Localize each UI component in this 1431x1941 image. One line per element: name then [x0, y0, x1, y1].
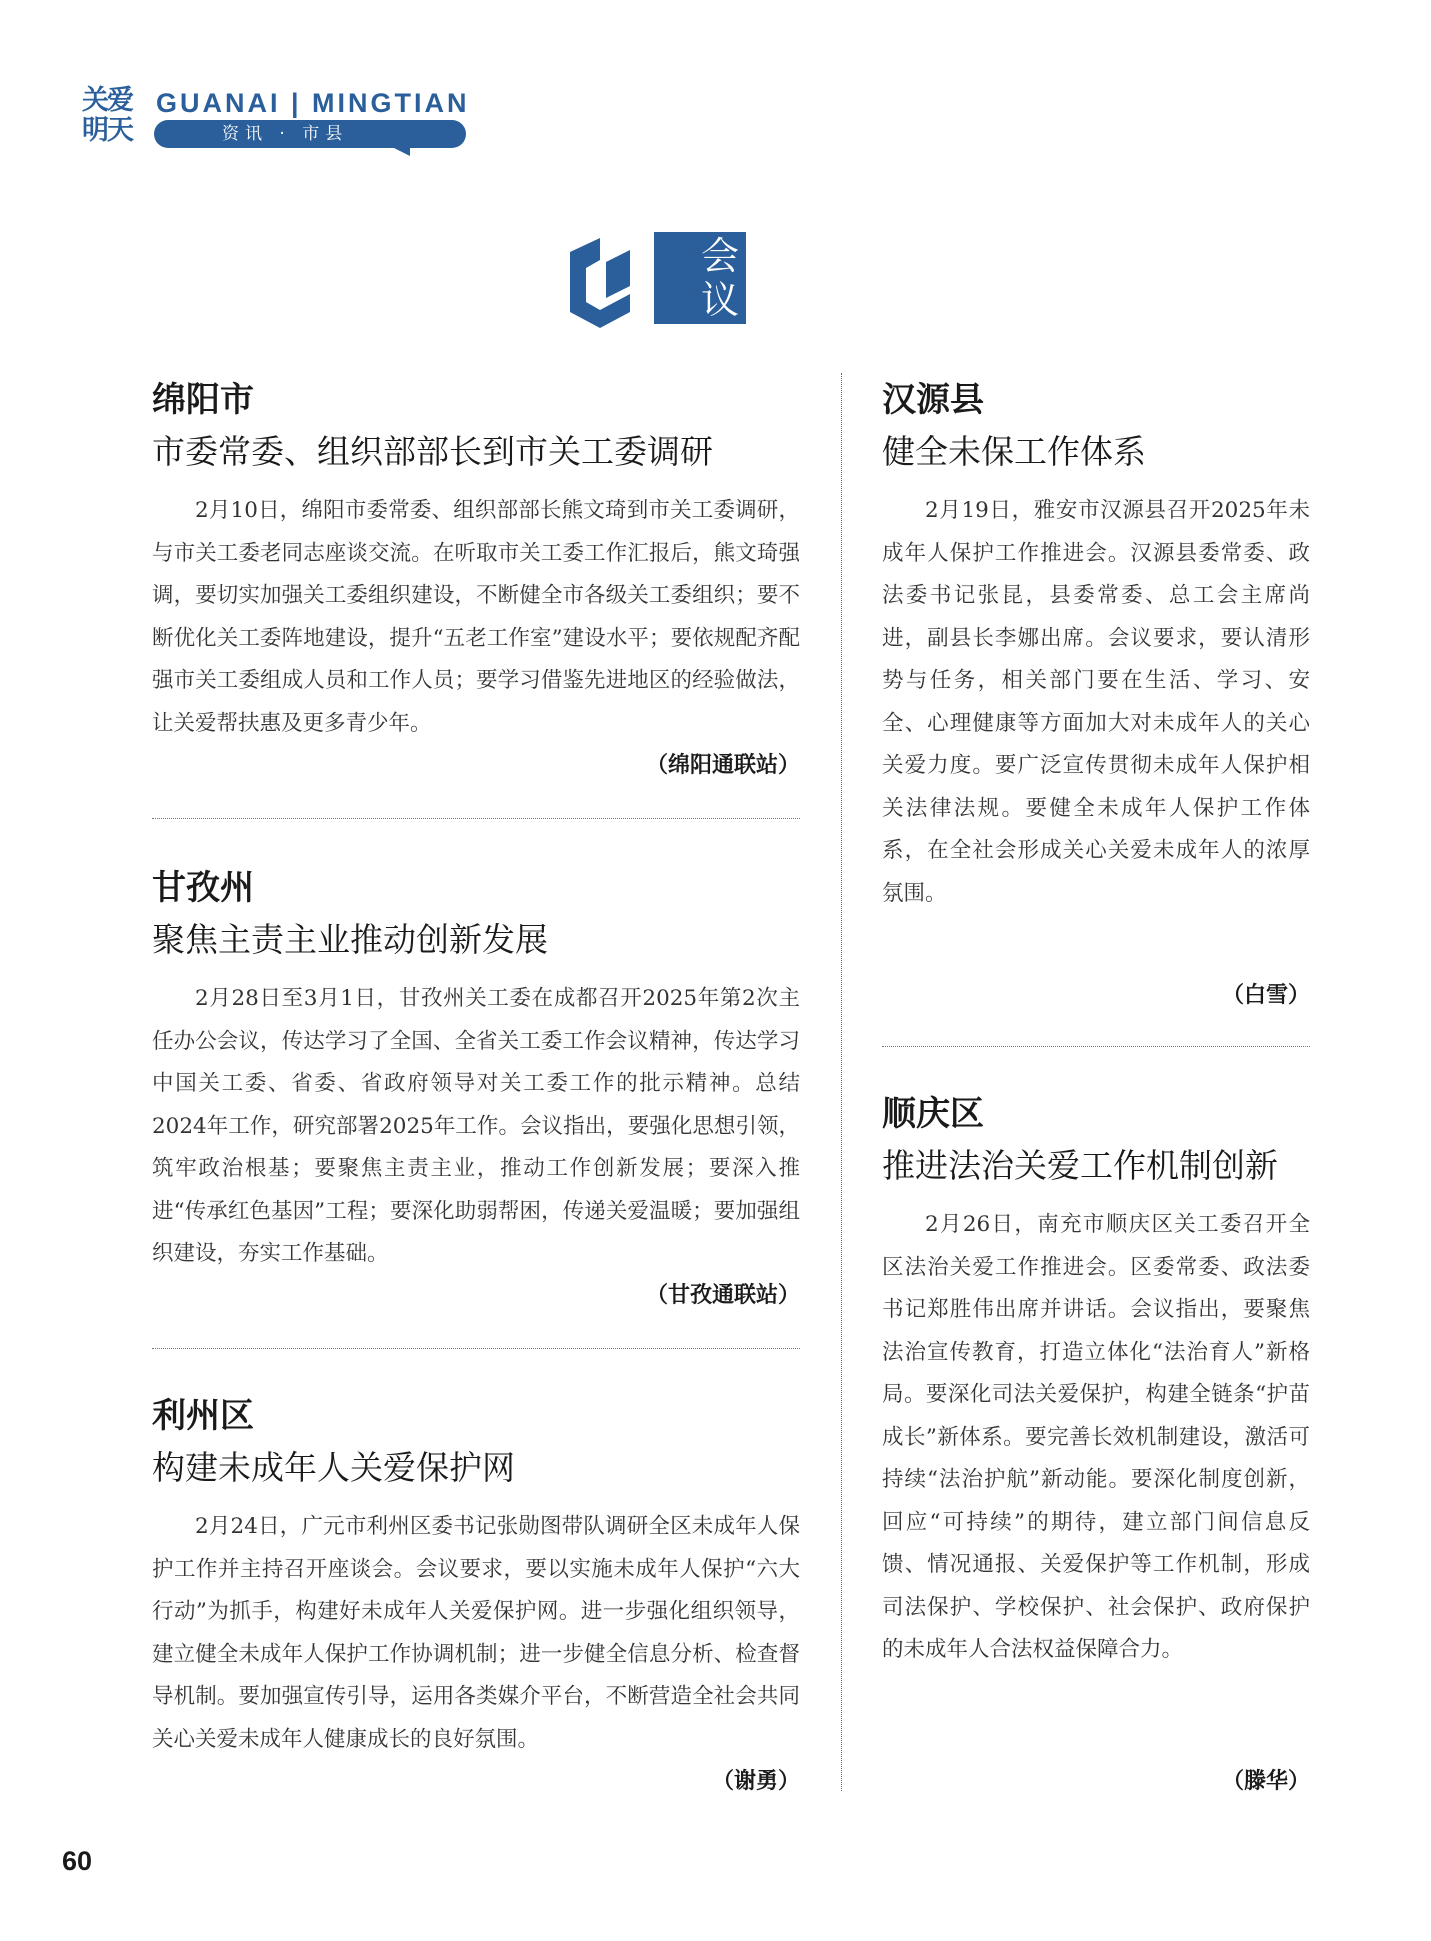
badge-box: [654, 232, 746, 324]
logo-chinese: [82, 86, 142, 146]
article-headline: 构建未成年人关爱保护网: [152, 1448, 515, 1487]
logo-english: GUANAI | MINGTIAN: [156, 88, 470, 118]
article-place: 利州区: [152, 1396, 254, 1436]
article-source: （甘孜通联站）: [645, 1283, 800, 1308]
article-separator: [882, 1046, 1310, 1047]
logo-cn-top: 关爱: [82, 85, 132, 116]
article-separator: [152, 1348, 800, 1349]
article-body: 2月24日，广元市利州区委书记张勋图带队调研全区未成年人保护工作并主持召开座谈会。会议要求，要以实施未成年人保护“六大行动”为抓手，构建好未成年人关爱保护网。进一步强化组织领导，建立健全未成年人保护工作协调机制；进一步健全信息分析、检查督导机制。要加强宣传引导，运用各类媒介平台，不断营造全社会共同关心关爱未成年人健康成长的良好氛围。: [152, 1514, 800, 1752]
article-body: 2月28日至3月1日，甘孜州关工委在成都召开2025年第2次主任办公会议，传达学习了全国、全省关工委工作会议精神，传达学习中国关工委、省委、省政府领导对关工委工作的批示精神。总结2024年工作，研究部署2025年工作。会议指出，要强化思想引领，筑牢政治根基；要聚焦主责主业，推动工作创新发展；要深入推进“传承红色基因”工程；要深化助弱帮困，传递关爱温暖；要加强组织建设，夯实工作基础。: [152, 986, 800, 1266]
article-source: （白雪）: [1221, 983, 1310, 1008]
page-number: 60: [62, 1846, 93, 1876]
article-source: （绵阳通联站）: [645, 753, 800, 778]
article-headline: 聚焦主责主业推动创新发展: [152, 920, 548, 959]
column-divider: [841, 373, 842, 1791]
article-place: 顺庆区: [882, 1094, 984, 1134]
article-body: 2月19日，雅安市汉源县召开2025年未成年人保护工作推进会。汉源县委常委、政法委书记张昆，县委常委、总工会主席尚进，副县长李娜出席。会议要求，要认清形势与任务，相关部门要在生活、学习、安全、心理健康等方面加大对未成年人的关心关爱力度。要广泛宣传贯彻未成年人保护相关法律法规。要健全未成年人保护工作体系，在全社会形成关心关爱未成年人的浓厚氛围。: [882, 498, 1310, 906]
article-headline: 推进法治关爱工作机制创新: [882, 1146, 1278, 1185]
section-tag: 资讯 · 市县: [154, 120, 466, 148]
article-place: 汉源县: [882, 380, 984, 420]
article-source: （谢勇）: [711, 1769, 800, 1794]
meeting-logo-icon: [560, 238, 640, 328]
article-body: 2月26日，南充市顺庆区关工委召开全区法治关爱工作推进会。区委常委、政法委书记郑胜伟出席并讲话。会议指出，要聚焦法治宣传教育，打造立体化“法治育人”新格局。要深化司法关爱保护，构建全链条“护苗成长”新体系。要完善长效机制建设，激活可持续“法治护航”新动能。要深化制度创新，回应“可持续”的期待，建立部门间信息反馈、情况通报、关爱保护等工作机制，形成司法保护、学校保护、社会保护、政府保护的未成年人合法权益保障合力。: [882, 1212, 1310, 1662]
article-headline: 健全未保工作体系: [882, 432, 1146, 471]
section-badge: [560, 232, 760, 328]
badge-title: 会议: [700, 234, 739, 322]
magazine-logo: [82, 85, 470, 156]
logo-cn-bottom: 明天: [82, 115, 132, 146]
article-source: （滕华）: [1221, 1769, 1310, 1794]
article-place: 甘孜州: [152, 868, 254, 908]
article-place: 绵阳市: [152, 380, 254, 420]
article-separator: [152, 818, 800, 819]
article-body: 2月10日，绵阳市委常委、组织部部长熊文琦到市关工委调研，与市关工委老同志座谈交流。在听取市关工委工作汇报后，熊文琦强调，要切实加强关工委组织建设，不断健全市各级关工委组织；要不断优化关工委阵地建设，提升“五老工作室”建设水平；要依规配齐配强市关工委组成人员和工作人员；要学习借鉴先进地区的经验做法，让关爱帮扶惠及更多青少年。: [152, 498, 800, 736]
section-tag-tail: [382, 142, 410, 156]
article-headline: 市委常委、组织部部长到市关工委调研: [152, 432, 713, 471]
